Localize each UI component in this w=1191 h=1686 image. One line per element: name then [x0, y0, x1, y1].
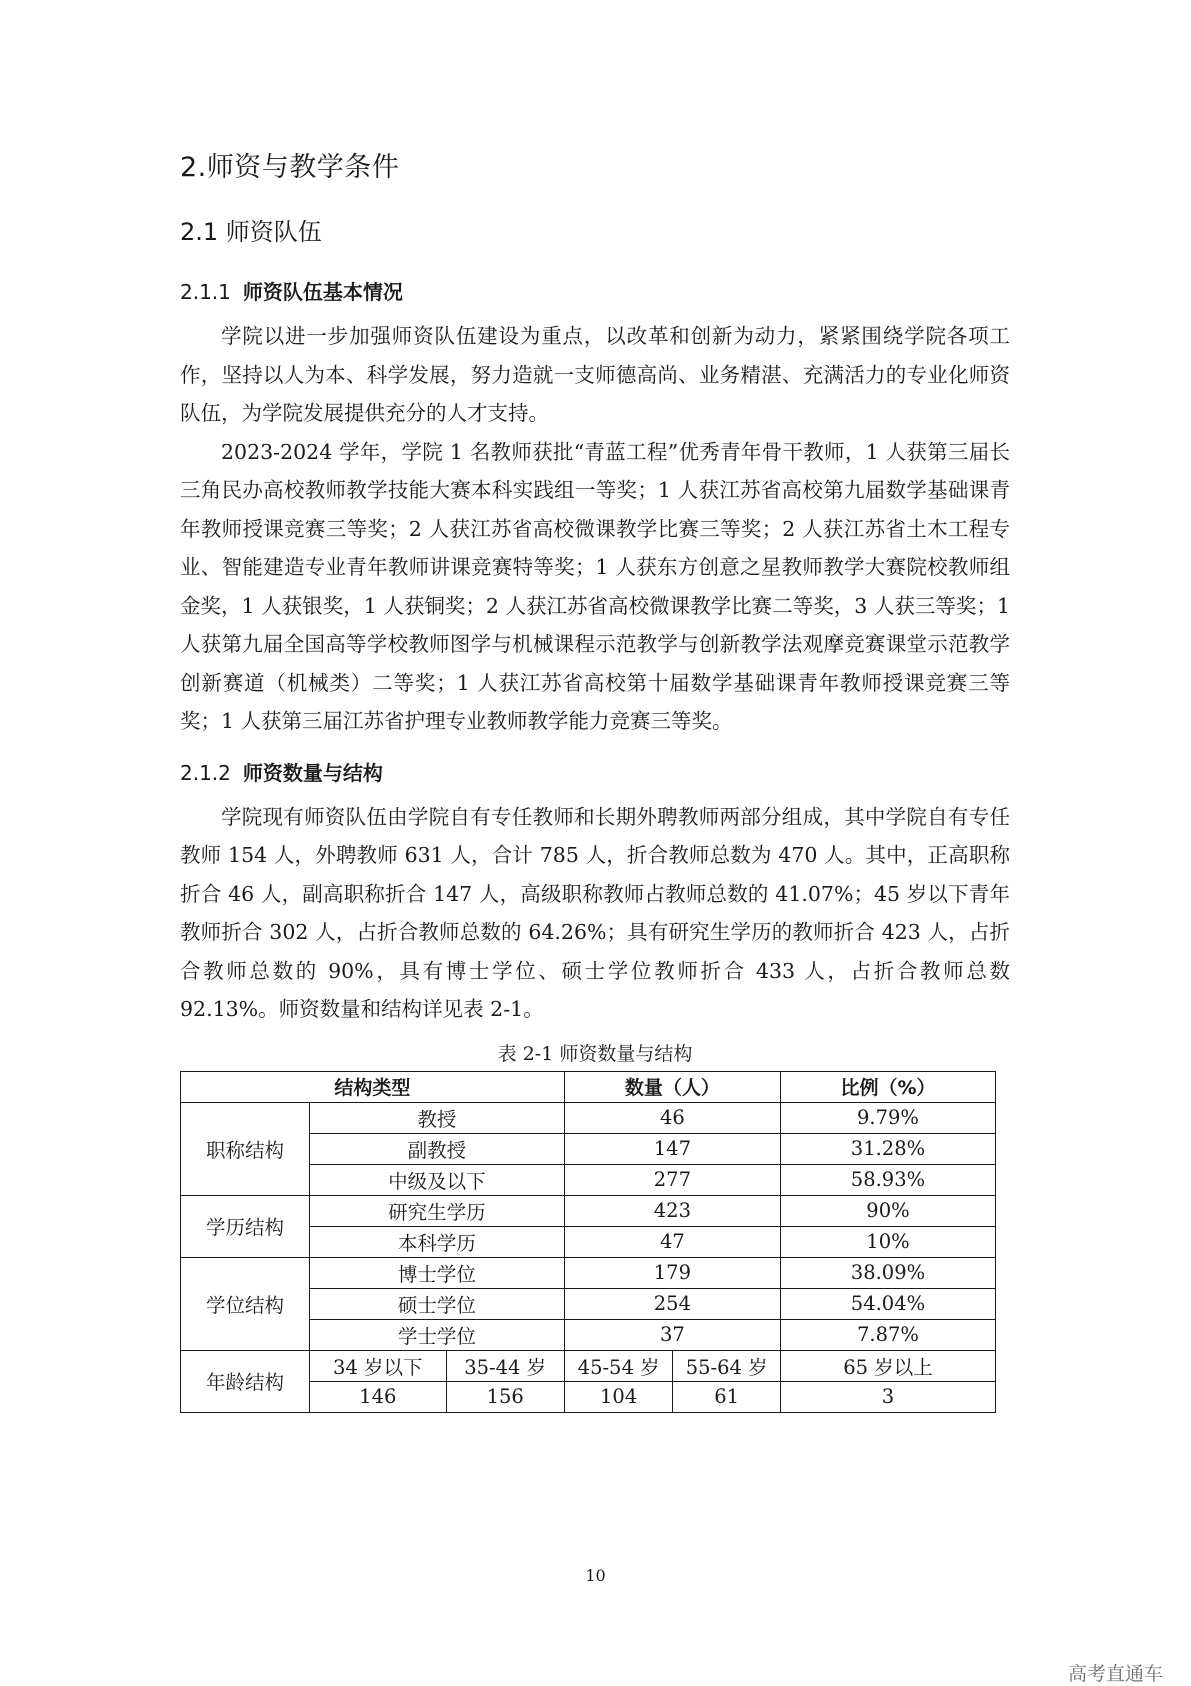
age-count: 3 — [780, 1381, 995, 1412]
age-count: 146 — [310, 1381, 447, 1412]
row-ratio: 9.79% — [780, 1102, 995, 1133]
age-count: 61 — [673, 1381, 781, 1412]
paragraph-awards: 2023-2024 学年，学院 1 名教师获批“青蓝工程”优秀青年骨干教师，1 人获第三届长三角民办高校教师教学技能大赛本科实践组一等奖；1 人获江苏省高校第九届数学基础课青年教师授课竞赛三等奖；2 人获江苏省高校微课教学比赛三等奖；2 人获江苏省土木工程专业、智能建造专业青年教师讲课竞赛特等奖；1 人获东方创意之星教师教学大赛院校教师组金奖，1 人获银奖，1 人获铜奖；2 人获江苏省高校微课教学比赛二等奖，3 人获三等奖；1 人获第九届全国高等学校教师图学与机械课程示范教学与创新教学法观摩竞赛课堂示范教学创新赛道（机械类）二等奖；1 人获江苏省高校第十届数学基础课青年教师授课竞赛三等奖；1 人获第三届江苏省护理专业教师教学能力竞赛三等奖。 — [180, 439, 1010, 733]
document-page — [180, 145, 1010, 1413]
table-row — [181, 1350, 996, 1381]
row-count: 46 — [564, 1102, 780, 1133]
row-ratio: 54.04% — [780, 1288, 995, 1319]
table-caption: 表 2-1 师资数量与结构 — [497, 1042, 693, 1065]
subsection-heading-2 — [180, 757, 1010, 786]
row-count: 423 — [564, 1195, 780, 1226]
subsection-title: 师资数量与结构 — [242, 760, 383, 785]
paragraph-structure: 学院现有师资队伍由学院自有专任教师和长期外聘教师两部分组成，其中学院自有专任教师 154 人，外聘教师 631 人，合计 785 人，折合教师总数为 470 人。其中，正高职称折合 46 人，副高职称折合 147 人，高级职称教师占教师总数的 41.07%；45 岁以下青年教师折合 302 人，占折合教师总数的 64.26%；具有研究生学历的教师折合 423 人，占折合教师总数的 90%，具有博士学位、硕士学位教师折合 433 人，占折合教师总数 92.13%。师资数量和结构详见表 2-1。 — [180, 804, 1010, 1021]
faculty-structure-table — [180, 1071, 996, 1413]
row-count: 47 — [564, 1226, 780, 1257]
row-name: 学士学位 — [310, 1319, 565, 1350]
row-name: 教授 — [310, 1102, 565, 1133]
age-bracket: 45-54 岁 — [564, 1350, 673, 1381]
group-label-degree: 学位结构 — [181, 1257, 310, 1350]
row-name: 中级及以下 — [310, 1164, 565, 1195]
row-ratio: 31.28% — [780, 1133, 995, 1164]
subsection-heading-1 — [180, 276, 1010, 305]
row-count: 147 — [564, 1133, 780, 1164]
header-structure-type: 结构类型 — [181, 1071, 565, 1102]
row-ratio: 58.93% — [780, 1164, 995, 1195]
age-count: 156 — [446, 1381, 564, 1412]
row-name: 硕士学位 — [310, 1288, 565, 1319]
section-heading: 2.1 师资队伍 — [180, 218, 322, 246]
header-count: 数量（人） — [564, 1071, 780, 1102]
row-name: 副教授 — [310, 1133, 565, 1164]
subsection-title: 师资队伍基本情况 — [242, 280, 403, 304]
group-label-education: 学历结构 — [181, 1195, 310, 1257]
age-bracket: 34 岁以下 — [310, 1350, 447, 1381]
age-bracket: 55-64 岁 — [673, 1350, 781, 1381]
table-header-row — [181, 1071, 996, 1102]
row-name: 研究生学历 — [310, 1195, 565, 1226]
row-count: 254 — [564, 1288, 780, 1319]
row-ratio: 38.09% — [780, 1257, 995, 1288]
page-number: 10 — [585, 1566, 606, 1585]
age-count: 104 — [564, 1381, 673, 1412]
row-ratio: 90% — [780, 1195, 995, 1226]
table-row — [181, 1257, 996, 1288]
row-count: 277 — [564, 1164, 780, 1195]
age-bracket: 65 岁以上 — [780, 1350, 995, 1381]
header-ratio: 比例（%） — [780, 1071, 995, 1102]
row-ratio: 7.87% — [780, 1319, 995, 1350]
row-count: 37 — [564, 1319, 780, 1350]
row-ratio: 10% — [780, 1226, 995, 1257]
table-row — [181, 1195, 996, 1226]
row-count: 179 — [564, 1257, 780, 1288]
chapter-heading: 2.师资与教学条件 — [180, 152, 400, 183]
age-bracket: 35-44 岁 — [446, 1350, 564, 1381]
group-label-age: 年龄结构 — [181, 1350, 310, 1412]
subsection-number: 2.1.2 — [180, 760, 231, 785]
watermark-text: 高考直通车 — [1067, 1663, 1163, 1685]
row-name: 本科学历 — [310, 1226, 565, 1257]
paragraph-intro: 学院以进一步加强师资队伍建设为重点，以改革和创新为动力，紧紧围绕学院各项工作，坚持以人为本、科学发展，努力造就一支师德高尚、业务精湛、充满活力的专业化师资队伍，为学院发展提供充分的人才支持。 — [180, 324, 1010, 425]
row-name: 博士学位 — [310, 1257, 565, 1288]
table-row — [181, 1102, 996, 1133]
group-label-title: 职称结构 — [181, 1102, 310, 1195]
subsection-number: 2.1.1 — [180, 280, 231, 304]
